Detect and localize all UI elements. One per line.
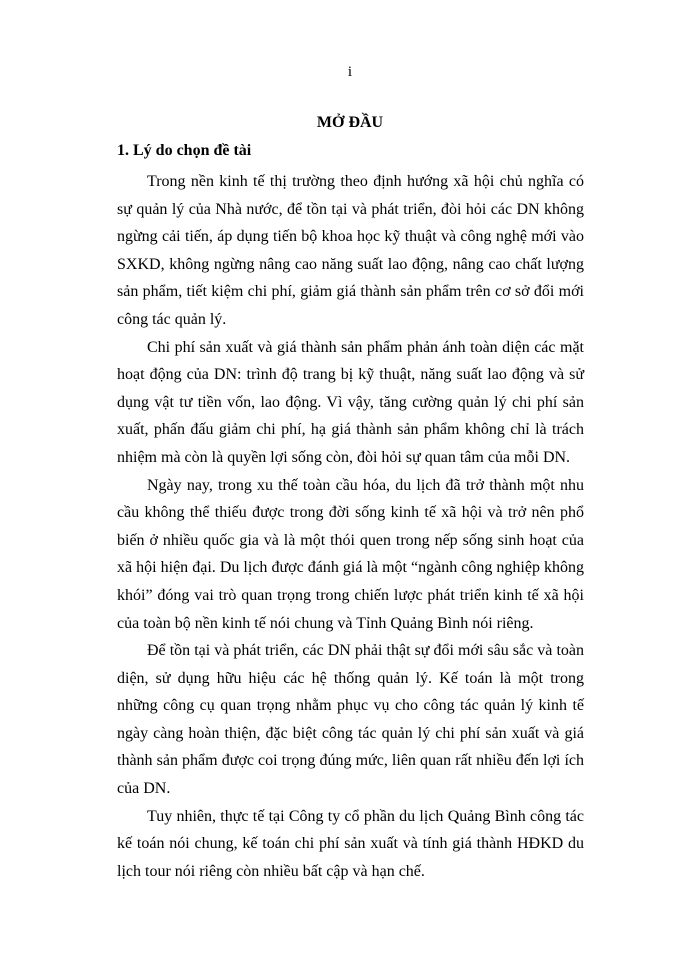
- paragraph-5: Tuy nhiên, thực tế tại Công ty cổ phần du lịch Quảng Bình công tác kế toán nói chung, kế toán chi phí sản xuất và tính giá thành HĐKD du lịch tour nói riêng còn nhiều bất cập và hạn chế.: [117, 807, 584, 880]
- page-title: MỞ ĐẦU: [316, 114, 384, 131]
- body-text: [117, 168, 584, 885]
- paragraph-2: Chi phí sản xuất và giá thành sản phẩm phản ánh toàn diện các mặt hoạt động của DN: trình độ trang bị kỹ thuật, năng suất lao động và sử dụng vật tư tiền vốn, lao động. Vì vậy, tăng cường quản lý chi phí sản xuất, phấn đấu giảm chi phí, hạ giá thành sản phẩm không chỉ là trách nhiệm mà còn là quyền lợi sống còn, đòi hỏi sự quan tâm của mỗi DN.: [117, 338, 584, 466]
- paragraph-1: Trong nền kinh tế thị trường theo định hướng xã hội chủ nghĩa có sự quản lý của Nhà nước, để tồn tại và phát triển, đòi hỏi các DN không ngừng cải tiến, áp dụng tiến bộ khoa học kỹ thuật và công nghệ mới vào SXKD, không ngừng nâng cao năng suất lao động, nâng cao chất lượng sản phẩm, tiết kiệm chi phí, giảm giá thành sản phẩm trên cơ sở đổi mới công tác quản lý.: [117, 173, 584, 328]
- paragraph-4: Để tồn tại và phát triển, các DN phải thật sự đổi mới sâu sắc và toàn diện, sử dụng hữu hiệu các hệ thống quản lý. Kế toán là một trong những công cụ quan trọng nhằm phục vụ cho công tác quản lý kinh tế ngày càng hoàn thiện, đặc biệt công tác quản lý chi phí sản xuất và giá thành sản phẩm được coi trọng đúng mức, liên quan rất nhiều đến lợi ích của DN.: [117, 642, 584, 798]
- page-number: i: [347, 64, 353, 80]
- section-heading: 1. Lý do chọn đề tài: [117, 142, 252, 159]
- paragraph-3: Ngày nay, trong xu thế toàn cầu hóa, du lịch đã trở thành một nhu cầu không thể thiếu được trong đời sống kinh tế xã hội và trở nên phổ biến ở nhiều quốc gia và là một thói quen trong nếp sống sinh hoạt của xã hội hiện đại. Du lịch được đánh giá là một “ngành công nghiệp không khói” đóng vai trò quan trọng trong chiến lược phát triển kinh tế xã hội của toàn bộ nền kinh tế nói chung và Tỉnh Quảng Bình nói riêng.: [117, 476, 584, 632]
